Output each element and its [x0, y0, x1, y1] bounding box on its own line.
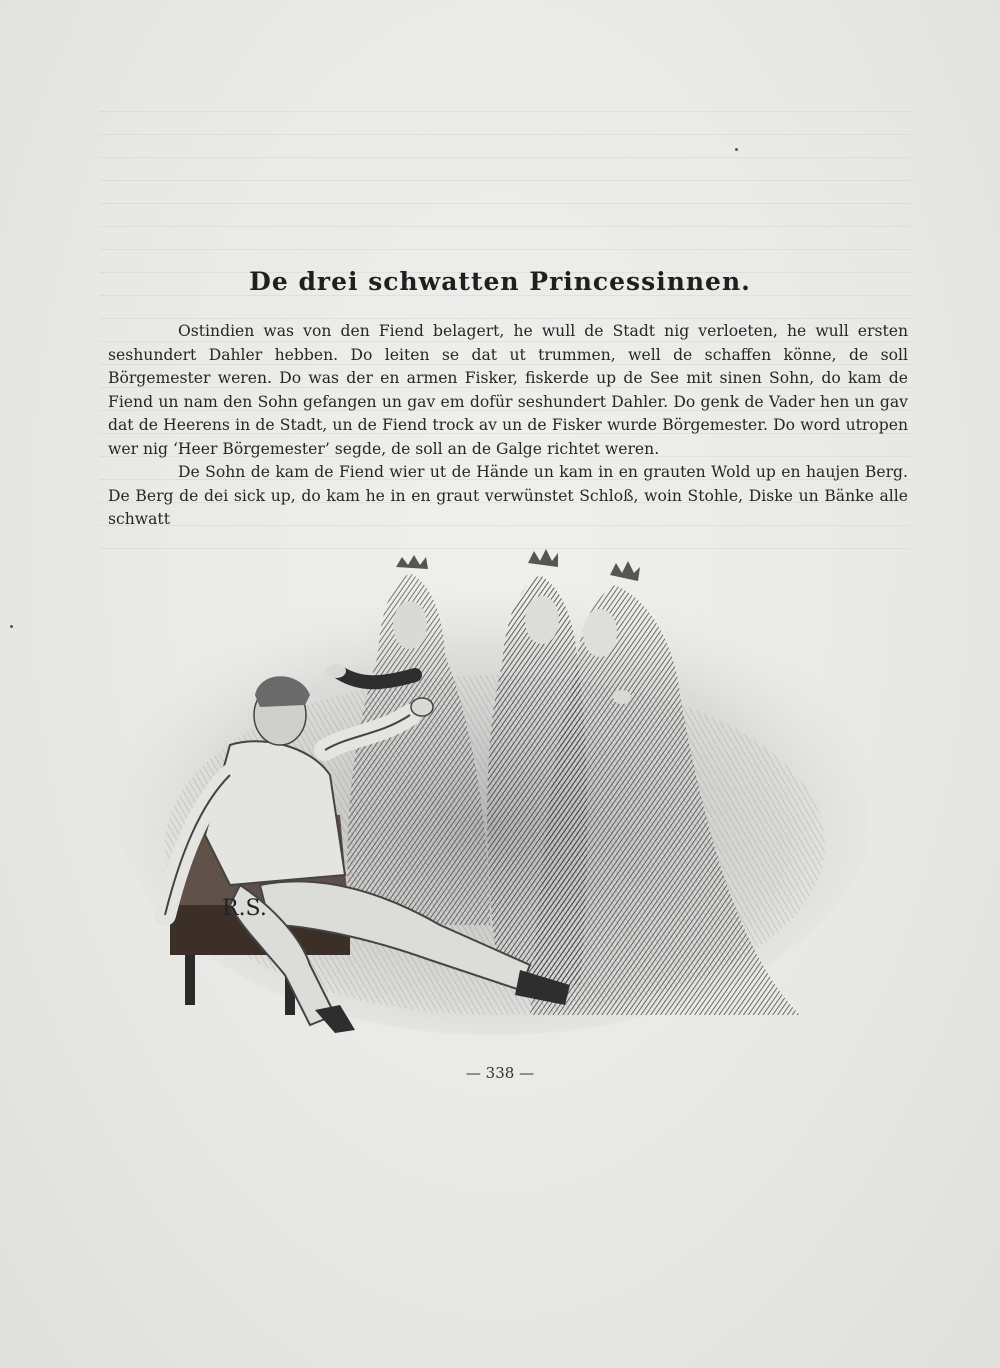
page-number: — 338 — — [465, 1064, 535, 1082]
artist-signature: R.S. — [222, 896, 267, 921]
story-body — [108, 320, 908, 532]
engraving-illustration — [110, 545, 870, 1035]
story-title: De drei schwatten Princessinnen. — [249, 266, 751, 296]
ink-speck — [735, 148, 738, 151]
ink-speck — [10, 625, 13, 628]
paragraph: Ostindien was von den Fiend belagert, he wull de Stadt nig verloeten, he wull ersten seshundert Dahler hebben. Do leiten se dat ut trummen, well de schaffen könne, de soll Börgemester weren. Do was der en armen Fisker, fiskerde up de See mit sinen Sohn, do kam de Fiend un nam den Sohn gefangen un gav em dofür seshundert Dahler. Do genk de Vader hen un gav dat de Heerens in de Stadt, un de Fiend trock av un de Fisker wurde Börgemester. Do word utropen wer nig ‘Heer Börgemester’ segde, de soll an de Galge richtet weren. — [108, 322, 908, 458]
paragraph: De Sohn de kam de Fiend wier ut de Hände un kam in en grauten Wold up en haujen Berg. De Berg de dei sick up, do kam he in en graut verwünstet Schloß, woin Stohle, Diske un Bänke alle schwatt — [108, 463, 908, 528]
